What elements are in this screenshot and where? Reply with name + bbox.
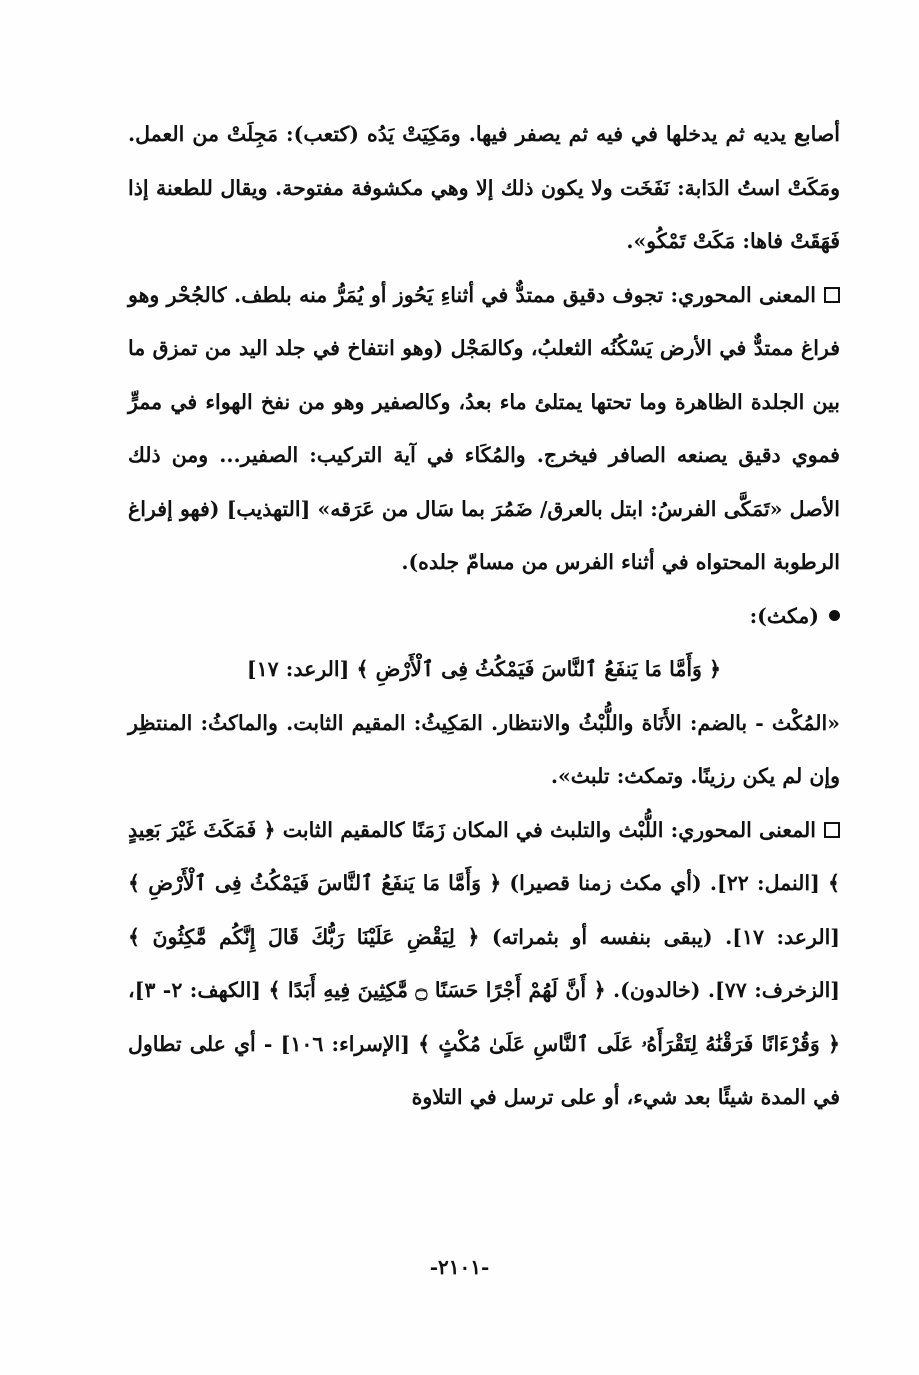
body-text	[128, 108, 840, 1125]
quran-verse-line: ﴿ وَأَمَّا مَا يَنفَعُ ٱلنَّاسَ فَيَمْكُثُ فِى ٱلْأَرْضِ ﴾ [الرعد: ١٧]	[246, 657, 722, 681]
square-marker-icon	[824, 287, 840, 303]
entry-heading	[128, 590, 840, 644]
bullet-icon	[829, 610, 840, 621]
paragraph-core-meaning-2	[128, 804, 840, 1125]
paragraph-text: المعنى المحوري: تجوف دقيق ممتدٌّ في أثناءِ يَحُوز أو يُمَرُّ منه بلطف. كالجُحْر وهو فراغ ممتدٌّ في الأرض يَسْكُنُه الثعلبُ، وكالمَجْل (وهو انتفاخ في جلد اليد من تمزق ما بين الجلدة الظاهرة وما تحتها يمتلئ ماء بعدُ، وكالصفير وهو من نفخ الهواء في ممرٍّ فموي دقيق يصنعه الصافر فيخرج. والمُكَاء في آية التركيب: الصفير... ومن ذلك الأصل «تَمَكَّى الفرسُ: ابتل بالعرق/ ضَمُرَ بما سَال من عَرَقه» [التهذيب] (فهو إفراغ الرطوبة المحتواه في أثناء الفرس من مسامّ جلده).	[128, 282, 840, 574]
square-marker-icon	[824, 822, 840, 838]
paragraph-core-meaning-1	[128, 269, 840, 590]
page-number: -٢١٠١-	[429, 1255, 490, 1279]
entry-heading-text: (مكث):	[749, 603, 819, 628]
dictionary-quote: «المُكْث - بالضم: الأَنَاة واللُّبْثُ والانتظار. المَكِيثُ: المقيم الثابت. والماكثُ: المنتظِر وإن لم يكن رزينًا. وتمكث: تلبث».	[128, 710, 840, 788]
paragraph-continuation: أصابع يديه ثم يدخلها في فيه ثم يصفر فيها. ومَكِيَتْ يَدُه (كتعب): مَجِلَتْ من العمل. ومَكَتْ استُ الدَابة: نَفَخَت ولا يكون ذلك إلا وهي مكشوفة مفتوحة. ويقال للطعنة إذا فَهَقَتْ فاها: مَكَتْ تَمْكُو».	[128, 122, 840, 253]
paragraph-text: المعنى المحوري: اللُّبْث والتلبث في المكان زَمَنًا كالمقيم الثابت ﴿ فَمَكَثَ غَيْرَ بَعِيدٍ ﴾ [النمل: ٢٢]. (أي مكث زمنا قصيرا) ﴿ وَأَمَّا مَا يَنفَعُ ٱلنَّاسَ فَيَمْكُثُ فِى ٱلْأَرْضِ ﴾ [الرعد: ١٧]. (يبقى بنفسه أو بثمراته) ﴿ لِيَقْضِ عَلَيْنَا رَبُّكَ قَالَ إِنَّكُم مَّٰكِثُونَ ﴾ [الزخرف: ٧٧]. (خالدون). ﴿ أَنَّ لَهُمْ أَجْرًا حَسَنًا ۝ مَّٰكِثِينَ فِيهِ أَبَدًا ﴾ [الكهف: ٢- ٣]، ﴿ وَقُرْءَانًا فَرَقْنَٰهُ لِتَقْرَأَهُۥ عَلَى ٱلنَّاسِ عَلَىٰ مُكْثٍ ﴾ [الإسراء: ١٠٦] - أي على تطاول في المدة شيئًا بعد شيء، أو على ترسل في التلاوة	[128, 817, 841, 1109]
